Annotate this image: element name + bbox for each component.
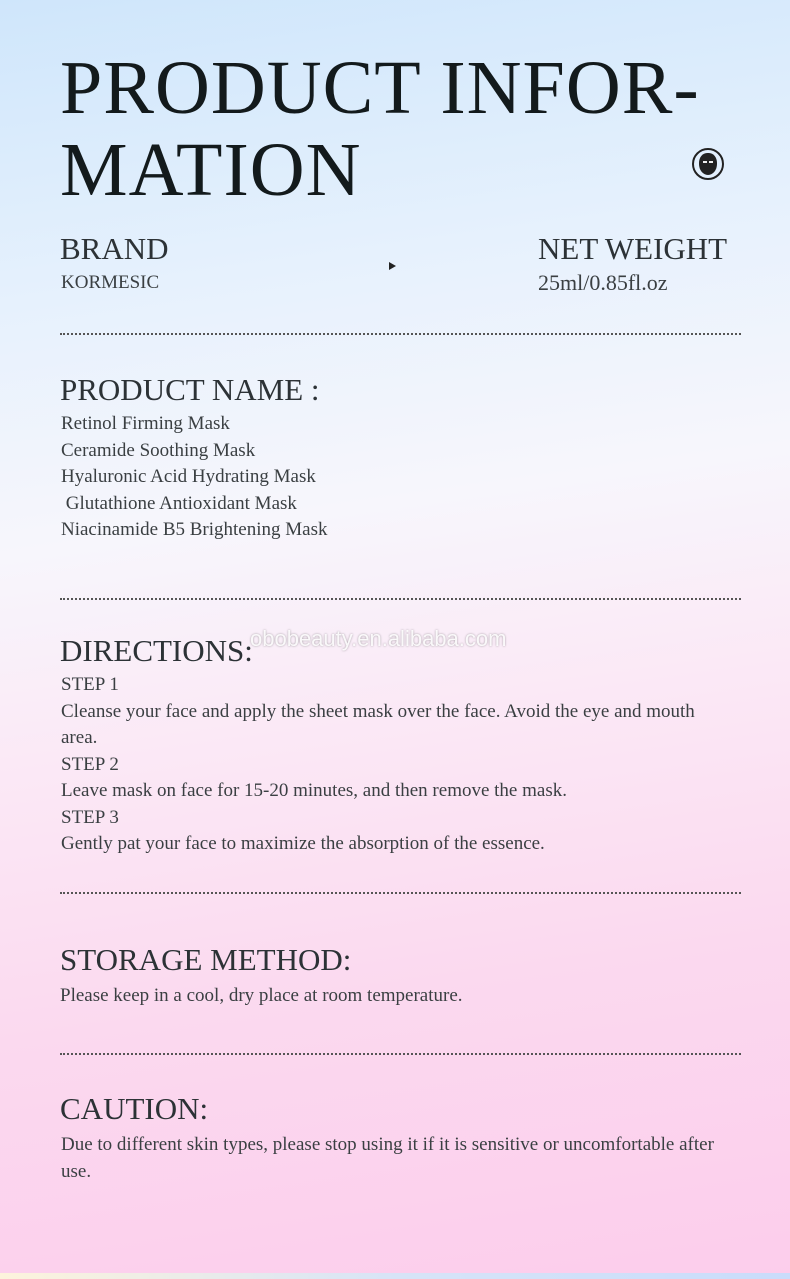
page-title-line1: PRODUCT INFOR-: [60, 46, 700, 130]
divider: [60, 333, 741, 335]
net-weight-value: 25ml/0.85fl.oz: [538, 270, 668, 295]
step-text: Cleanse your face and apply the sheet mask over the face. Avoid the eye and mouth area.: [61, 700, 695, 748]
storage-text: Please keep in a cool, dry place at room temperature.: [60, 985, 463, 1006]
bottom-strip: [0, 1273, 790, 1279]
list-item: Hyaluronic Acid Hydrating Mask: [61, 466, 316, 487]
divider: [60, 1053, 741, 1055]
page-title-line2: MATION: [60, 128, 362, 212]
storage-heading: STORAGE METHOD:: [60, 942, 352, 977]
play-arrow-icon: [389, 262, 396, 270]
list-item: Retinol Firming Mask: [61, 413, 230, 434]
step-label: STEP 3: [61, 806, 119, 828]
list-item: Niacinamide B5 Brightening Mask: [61, 519, 328, 540]
brand-label: BRAND: [60, 231, 169, 266]
step-text: Gently pat your face to maximize the absorption of the essence.: [61, 833, 545, 854]
list-item: Ceramide Soothing Mask: [61, 439, 256, 461]
watermark: obobeauty.en.alibaba.com: [250, 626, 507, 651]
net-weight-label: NET WEIGHT: [538, 231, 728, 266]
step-label: STEP 2: [61, 753, 119, 775]
divider: [60, 892, 741, 894]
product-name-heading: PRODUCT NAME :: [60, 372, 320, 407]
list-item: Glutathione Antioxidant Mask: [61, 492, 297, 514]
product-name-list: [61, 411, 327, 544]
directions-heading: DIRECTIONS:: [60, 633, 253, 668]
caution-heading: CAUTION:: [60, 1091, 209, 1126]
face-mask-icon: [692, 148, 724, 180]
directions-steps: [61, 672, 721, 858]
brand-value: KORMESIC: [61, 272, 160, 293]
caution-text: Due to different skin types, please stop using it if it is sensitive or uncomfortable after use.: [61, 1134, 714, 1182]
step-text: Leave mask on face for 15-20 minutes, and then remove the mask.: [61, 780, 567, 801]
divider: [60, 598, 741, 600]
step-label: STEP 1: [61, 674, 119, 695]
